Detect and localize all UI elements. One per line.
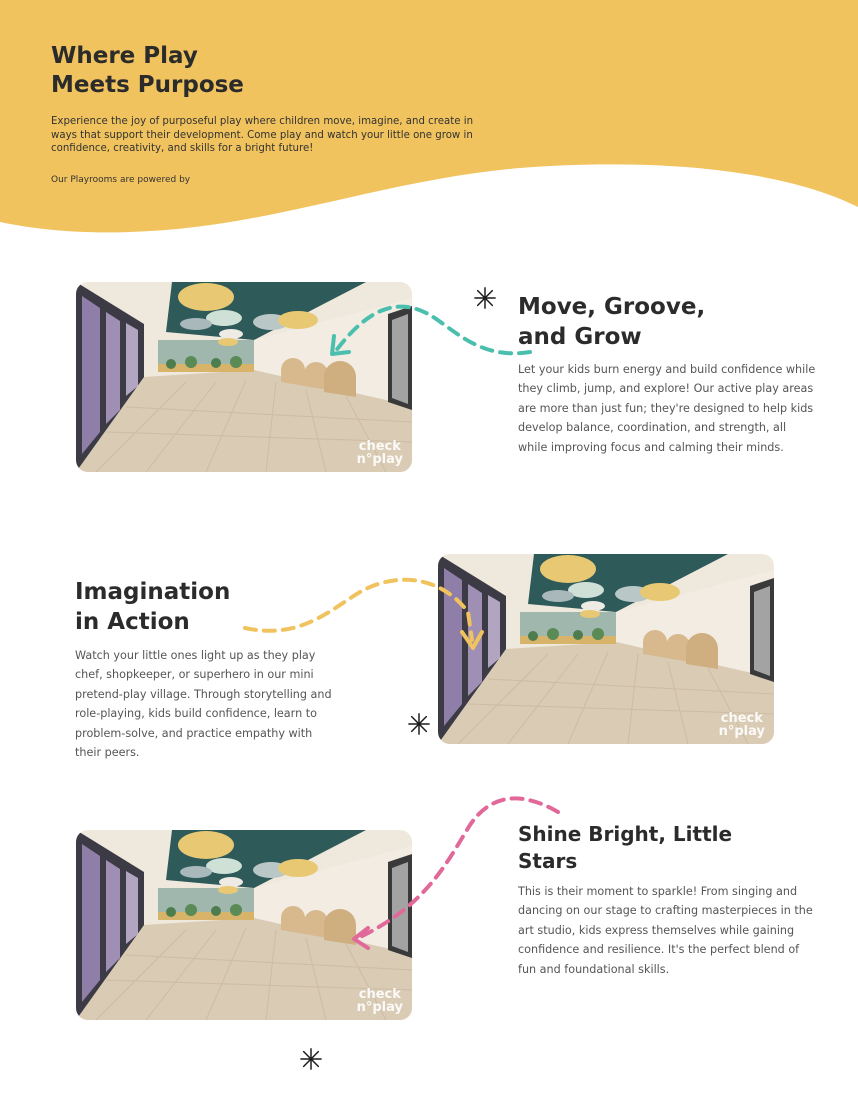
hero-title [51, 42, 471, 100]
section-title-line1: Move, Groove, [518, 294, 706, 320]
powered-by-text: Our Playrooms are powered by [51, 175, 191, 185]
logo-line1: check [720, 711, 763, 726]
section-title-line2: and Grow [518, 324, 642, 350]
logo-line2: n°play [718, 723, 765, 739]
logo-line2: n°play [356, 451, 403, 467]
sparkle-icon [475, 288, 495, 308]
section-title-imagination [75, 577, 230, 637]
check-n-play-logo [719, 713, 765, 738]
section-body-shine: This is their moment to sparkle! From singing and dancing on our stage to crafting masterpieces in the art studio, kids express themselves while gaining confidence and resilience. It's the perfect blend of fun and foundational skills. [518, 885, 813, 976]
section-title-line1: Shine Bright, Little [518, 822, 733, 846]
check-n-play-logo [357, 989, 403, 1014]
section-title-line1: Imagination [75, 579, 231, 605]
hero-title-line2: Meets Purpose [51, 72, 244, 98]
playroom-photo-1 [76, 282, 412, 472]
sparkle-icon [301, 1049, 321, 1069]
section-body-imagination: Watch your little ones light up as they play chef, shopkeeper, or superhero in our mini pretend-play village. Through storytelling and role-playing, kids build confidence, learn to problem-solve, and practice empathy with their peers. [75, 649, 332, 760]
playroom-photo-3 [76, 830, 412, 1020]
section-title-shine [518, 821, 732, 875]
section-title-move [518, 292, 705, 352]
logo-line2: n°play [356, 999, 403, 1015]
logo-line1: check [358, 987, 401, 1002]
hero-title-line1: Where Play [51, 43, 198, 69]
check-n-play-logo [357, 441, 403, 466]
sparkle-icon [409, 714, 429, 734]
section-body-move: Let your kids burn energy and build confidence while they climb, jump, and explore! Our active play areas are more than just fun; they're designed to help kids develop balance, coordination, and strength, all while improving focus and calming their minds. [518, 363, 816, 454]
section-title-line2: Stars [518, 849, 578, 873]
section-title-line2: in Action [75, 609, 190, 635]
hero-description: Experience the joy of purposeful play where children move, imagine, and create in ways that support their development. Come play and watch your little one grow in confidence, creativity, and skills for a bright future! [51, 116, 474, 154]
logo-line1: check [358, 439, 401, 454]
playroom-photo-2 [438, 554, 774, 744]
